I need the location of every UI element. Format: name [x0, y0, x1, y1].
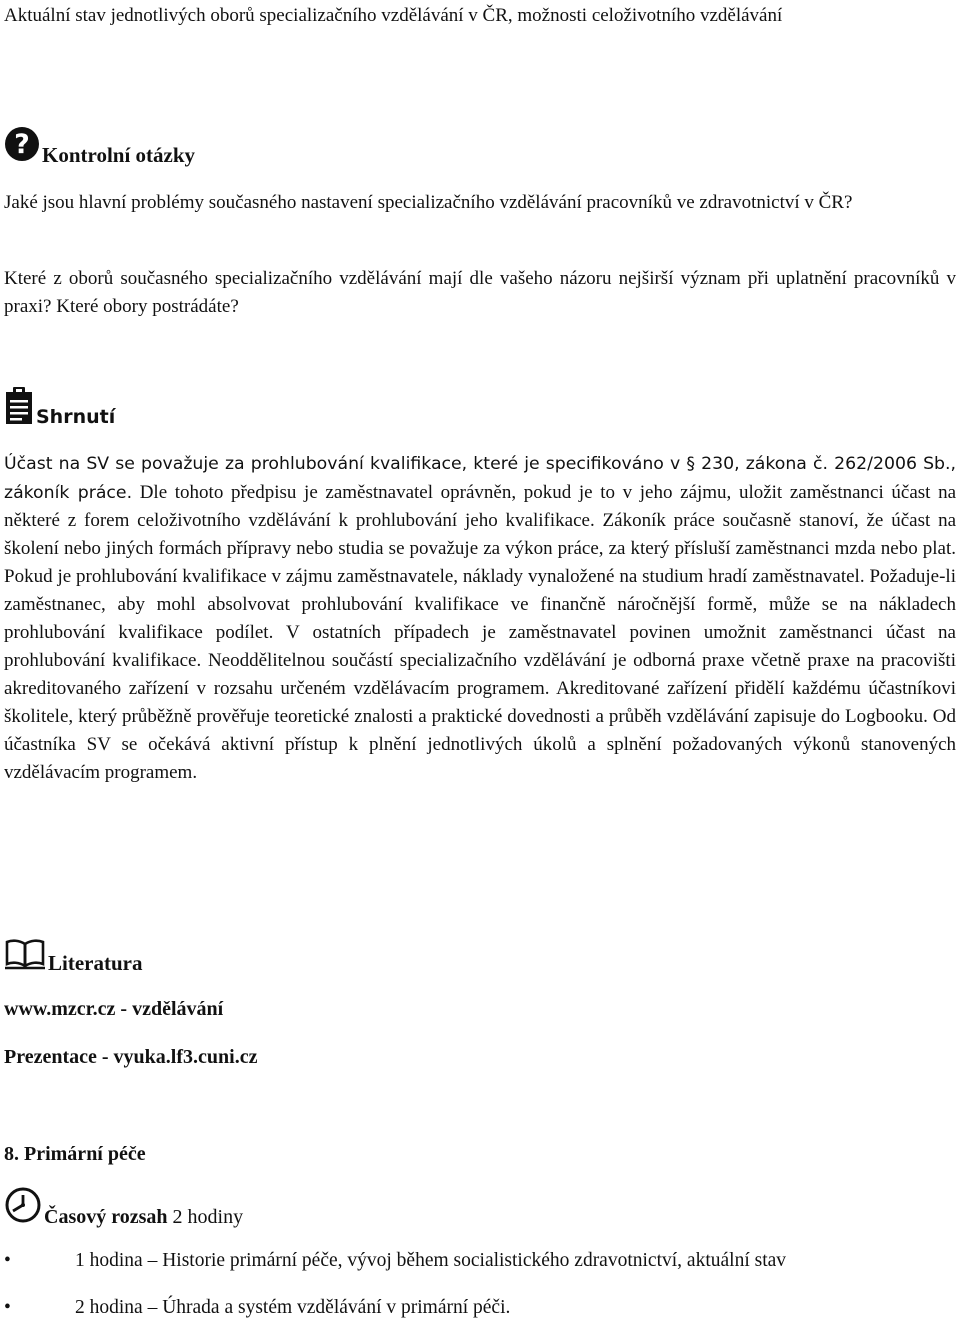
bullet: •: [4, 1297, 11, 1318]
list-item-text: 2 hodina – Úhrada a systém vzdělávání v primární péči.: [75, 1297, 511, 1318]
law-text-a: Účast na SV se považuje za prohlubování kvalifikace, které je specifikováno v: [4, 454, 687, 474]
intro-title: Aktuální stav jednotlivých oborů specializačního vzdělávání v ČR, možnosti celoživotního vzdělávání: [4, 5, 783, 26]
shrnuti-heading-text: Shrnutí: [36, 406, 116, 428]
shrnuti-paragraph: [4, 450, 956, 787]
literatura-heading-text: Literatura: [48, 951, 143, 975]
time-range: [4, 1186, 956, 1230]
question-1: Jaké jsou hlavní problémy současného nastavení specializačního vzdělávání pracovníků ve zdravotnictví v ČR?: [4, 192, 853, 213]
svg-text:?: ?: [14, 129, 30, 160]
question-mark-icon: [4, 126, 40, 168]
question-2: Které z oborů současného specializačního vzdělávání mají dle vašeho názoru nejširší význam při uplatnění pracovníků v praxi? Které obory postrádáte?: [4, 268, 956, 317]
literatura-heading: [4, 938, 956, 976]
list-item: [4, 1297, 956, 1319]
reference-2: Prezentace - vyuka.lf3.cuni.cz: [4, 1046, 258, 1068]
clock-icon: [4, 1186, 42, 1230]
book-icon: [4, 938, 46, 976]
reference-1: www.mzcr.cz - vzdělávání: [4, 998, 224, 1020]
time-label: Časový rozsah: [44, 1206, 168, 1228]
law-text-b: 230, zákona č. 262/2006 Sb., zákoník práce.: [4, 454, 956, 503]
clipboard-icon: [4, 386, 34, 431]
bullet: •: [4, 1250, 11, 1271]
list-item-text: 1 hodina – Historie primární péče, vývoj během socialistického zdravotnictví, aktuální stav: [75, 1250, 787, 1271]
time-value: 2 hodiny: [167, 1206, 244, 1228]
kontrolni-heading-text: Kontrolní otázky: [42, 143, 196, 167]
section-sign: §: [686, 454, 695, 474]
chapter-title: 8. Primární péče: [4, 1143, 146, 1165]
shrnuti-body: Dle tohoto předpisu je zaměstnavatel oprávněn, pokud je to v jeho zájmu, uložit zaměstnanci účast na některé z forem celoživotního vzdělávání k prohlubování jeho kvalifikace. Zákoník práce současně stanoví, že účast na školení nebo jiných formách přípravy nebo studia se považuje za výkon práce, za který přísluší zaměstnanci mzda nebo plat. Pokud je prohlubování kvalifikace v zájmu zaměstnavatele, náklady vynaložené na studium hradí zaměstnavatel. Požaduje-li zaměstnanec, aby mohl absolvovat prohlubování kvalifikace ve finančně náročnější formě, může se na nákladech prohlubování kvalifikace podílet. V ostatních případech je zaměstnavatel povinen umožnit zaměstnanci účast na prohlubování kvalifikace. Neoddělitelnou součástí specializačního vzdělávání je odborná praxe včetně praxe na pracovišti akreditovaného zařízení v rozsahu určeném vzdělávacím programem. Akreditované zařízení přidělí každému účastníkovi školitele, který průběžně prověřuje teoretické znalosti a praktické dovednosti a průběh vzdělávání zapisuje do Logbooku. Od účastníka SV se očekává aktivní přístup k plnění jednotlivých úkolů a splnění požadovaných výkonů stanovených vzdělávacím programem.: [4, 481, 956, 783]
shrnuti-heading: [4, 386, 956, 431]
kontrolni-heading: [4, 126, 956, 168]
list-item: [4, 1250, 956, 1272]
